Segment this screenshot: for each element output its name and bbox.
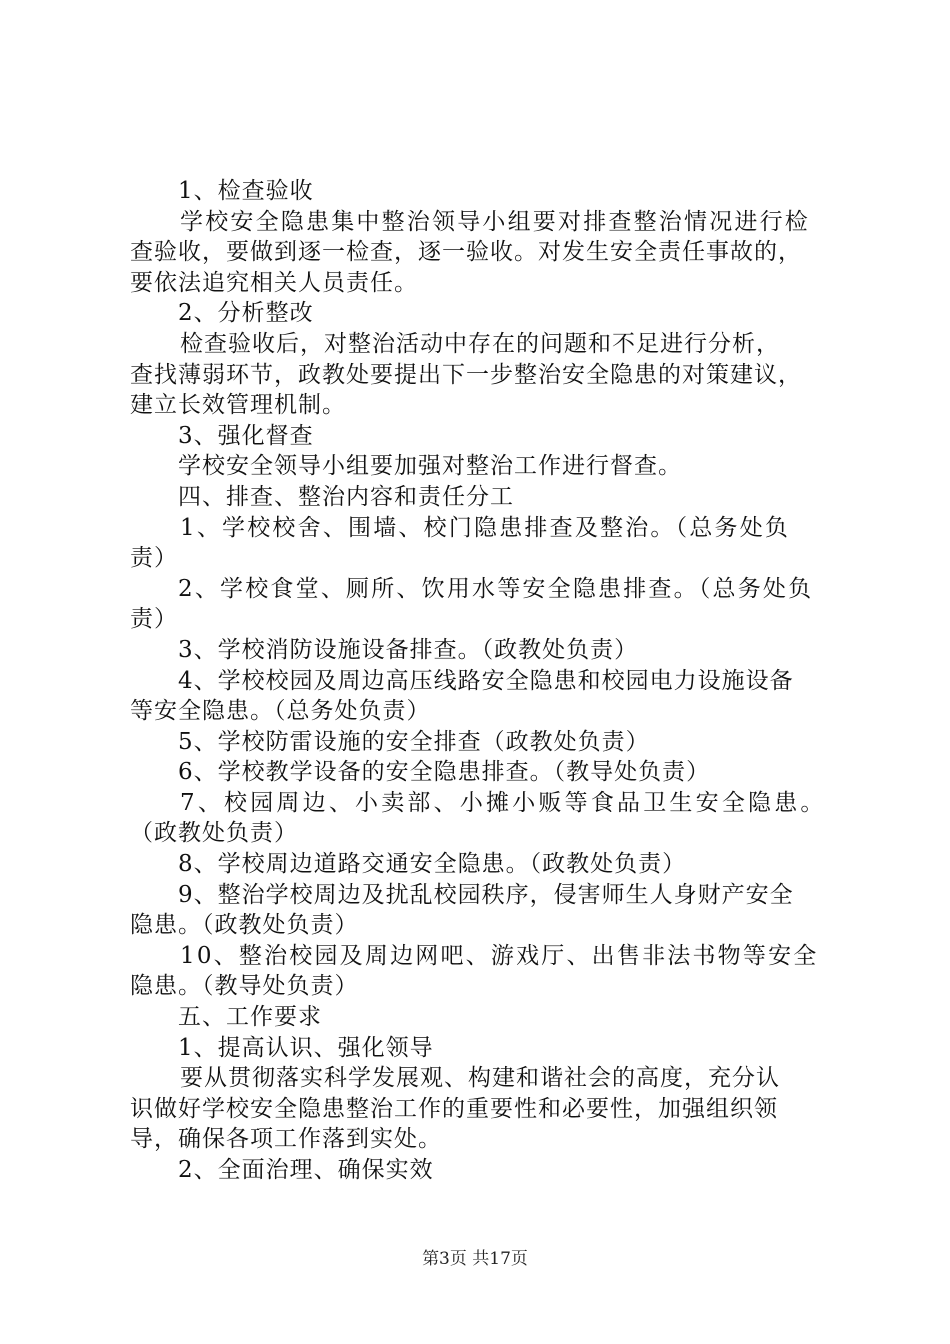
- list-item-continuation: 隐患。（政教处负责）: [130, 912, 359, 939]
- heading-analysis: 2、分析整改: [178, 300, 314, 327]
- paragraph-line: 学校安全领导小组要加强对整治工作进行督查。: [178, 453, 682, 480]
- list-item: 3、学校消防设施设备排查。（政教处负责）: [178, 636, 639, 663]
- list-item-continuation: 隐患。（教导处负责）: [130, 973, 359, 1000]
- list-item: 4、学校校园及周边高压线路安全隐患和校园电力设施设备: [178, 667, 794, 694]
- paragraph-line: 导，确保各项工作落到实处。: [130, 1126, 442, 1153]
- list-item-continuation: 责）: [130, 545, 178, 572]
- list-item-continuation: 等安全隐患。（总务处负责）: [130, 698, 431, 725]
- list-item: 9、整治学校周边及扰乱校园秩序，侵害师生人身财产安全: [178, 881, 794, 908]
- paragraph-line: 识做好学校安全隐患整治工作的重要性和必要性，加强组织领: [130, 1095, 778, 1122]
- list-item: 10、整治校园及周边网吧、游戏厅、出售非法书物等安全: [180, 942, 819, 969]
- list-item: 1、学校校舍、围墙、校门隐患排查及整治。（总务处负: [180, 514, 791, 541]
- list-item: 6、学校教学设备的安全隐患排查。（教导处负责）: [178, 759, 711, 786]
- paragraph-line: 建立长效管理机制。: [130, 392, 346, 419]
- section-heading-four: 四、排查、整治内容和责任分工: [178, 483, 514, 510]
- heading-awareness: 1、提高认识、强化领导: [178, 1034, 434, 1061]
- list-item-continuation: （政教处负责）: [130, 820, 298, 847]
- list-item-continuation: 责）: [130, 606, 178, 633]
- page-number-footer: 第3页 共17页: [422, 1249, 528, 1269]
- section-heading-five: 五、工作要求: [178, 1004, 322, 1031]
- list-item: 2、学校食堂、厕所、饮用水等安全隐患排查。（总务处负: [178, 575, 814, 602]
- paragraph-line: 查找薄弱环节，政教处要提出下一步整治安全隐患的对策建议，: [130, 361, 802, 388]
- heading-inspection: 1、检查验收: [178, 178, 314, 204]
- paragraph-line: 学校安全隐患集中整治领导小组要对排查整治情况进行检: [180, 208, 810, 235]
- list-item: 5、学校防雷设施的安全排查（政教处负责）: [178, 728, 650, 755]
- list-item: 7、校园周边、小卖部、小摊小贩等食品卫生安全隐患。: [180, 789, 827, 816]
- paragraph-line: 要依法追究相关人员责任。: [130, 269, 418, 296]
- heading-governance: 2、全面治理、确保实效: [178, 1157, 434, 1183]
- paragraph-line: 检查验收后，对整治活动中存在的问题和不足进行分析，: [180, 330, 780, 357]
- paragraph-line: 查验收，要做到逐一检查，逐一验收。对发生安全责任事故的，: [130, 239, 802, 266]
- heading-supervision: 3、强化督查: [178, 422, 314, 449]
- document-body: [130, 176, 830, 1186]
- list-item: 8、学校周边道路交通安全隐患。（政教处负责）: [178, 851, 687, 878]
- paragraph-line: 要从贯彻落实科学发展观、构建和谐社会的高度，充分认: [180, 1065, 780, 1092]
